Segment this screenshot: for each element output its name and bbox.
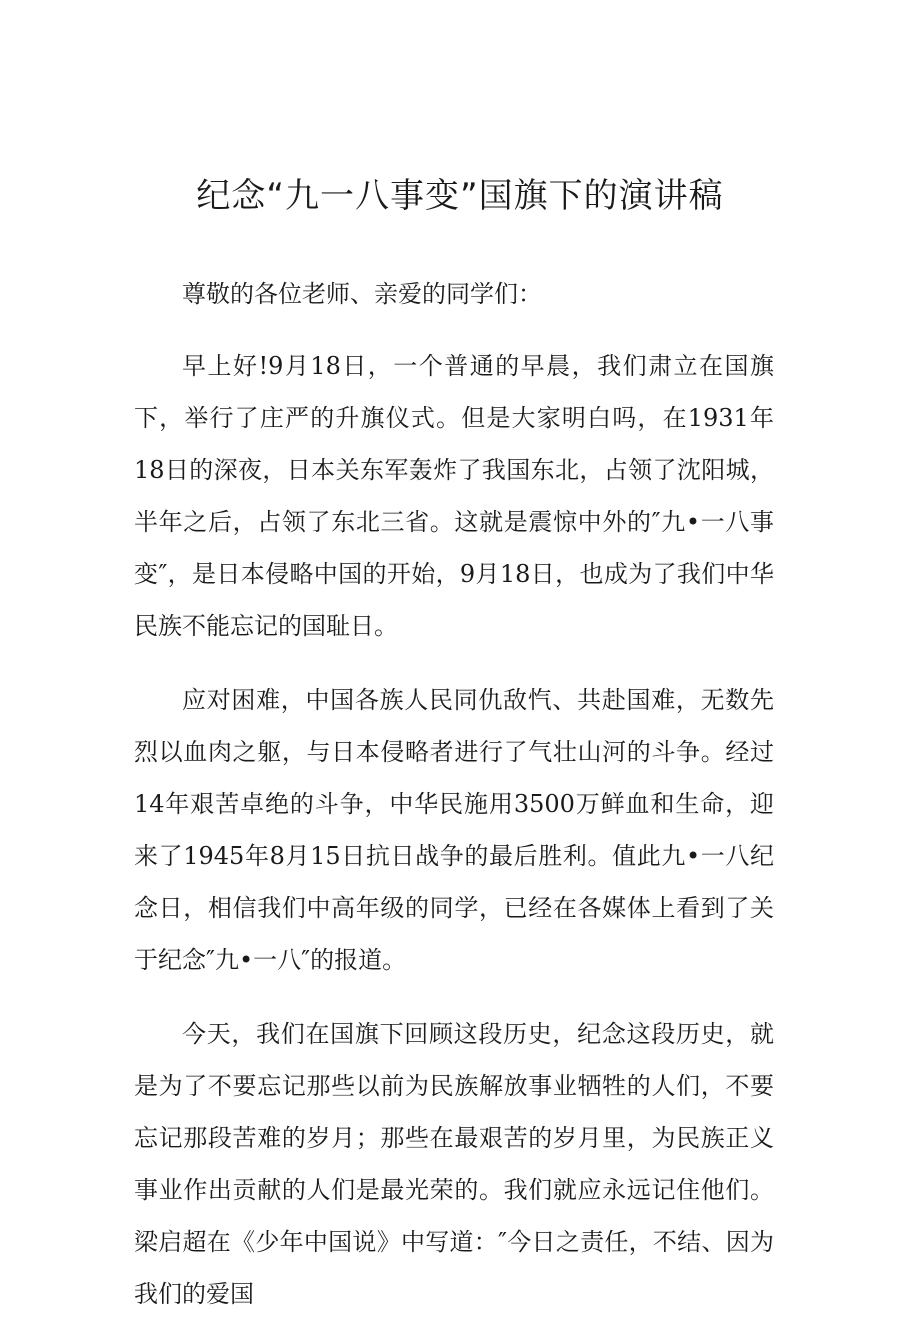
document-body: [134, 268, 774, 1342]
greeting: 尊敬的各位老师、亲爱的同学们：: [182, 280, 542, 308]
paragraph: 今天，我们在国旗下回顾这段历史，纪念这段历史，就是为了不要忘记那些以前为民族解放事业牺牲的人们，不要忘记那段苦难的岁月；那些在最艰苦的岁月里，为民族正义事业作出贡献的人们是最光荣的。我们就应永远记住他们。梁启超在《少年中国说》中写道：″今日之责任，不结、因为我们的爱国: [134, 1020, 774, 1308]
page-title: 纪念“九一八事变”国旗下的演讲稿: [196, 176, 724, 216]
paragraph: 早上好!9月18日，一个普通的早晨，我们肃立在国旗下，举行了庄严的升旗仪式。但是大家明白吗，在1931年18日的深夜，日本关东军轰炸了我国东北，占领了沈阳城，半年之后，占领了东北三省。这就是震惊中外的″九•一八事变″，是日本侵略中国的开始，9月18日，也成为了我们中华民族不能忘记的国耻日。: [134, 352, 774, 640]
paragraph: 应对困难，中国各族人民同仇敌忾、共赴国难，无数先烈以血肉之躯，与日本侵略者进行了气壮山河的斗争。经过14年艰苦卓绝的斗争，中华民施用3500万鲜血和生命，迎来了1945年8月15日抗日战争的最后胜利。值此九•一八纪念日，相信我们中高年级的同学，已经在各媒体上看到了关于纪念″九•一八″的报道。: [134, 686, 774, 974]
